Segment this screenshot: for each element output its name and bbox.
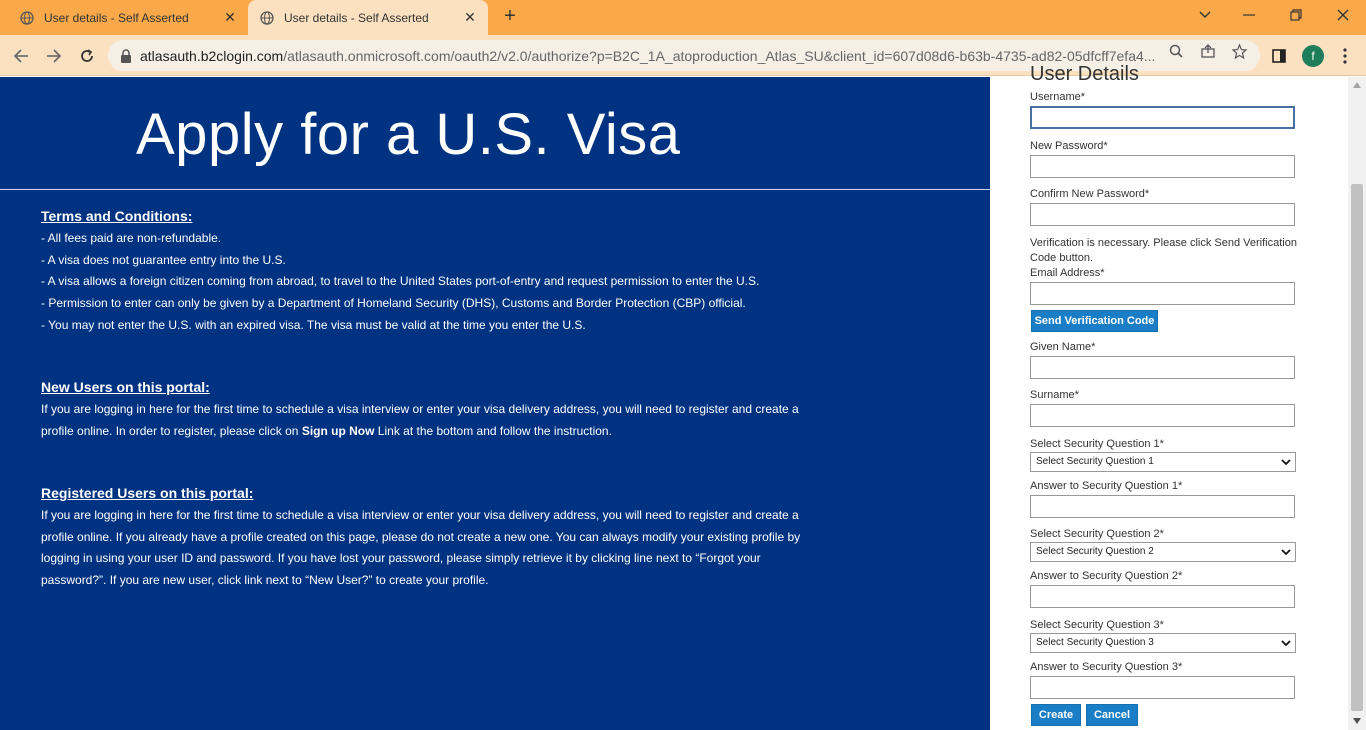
security-question-3-value: Select Security Question 3 [1036, 637, 1154, 648]
close-tab-icon[interactable]: ✕ [464, 9, 476, 25]
bookmark-star-icon[interactable] [1229, 41, 1249, 61]
security-question-3-label: Select Security Question 3* [1030, 619, 1164, 631]
sign-up-now-text: Sign up Now [301, 423, 375, 438]
restore-icon[interactable] [1273, 0, 1319, 30]
terms-line: - You may not enter the U.S. with an expired visa. The visa must be valid at the time you enter the U.S. [41, 317, 586, 332]
send-verification-code-button[interactable]: Send Verification Code [1031, 310, 1158, 332]
globe-icon [260, 11, 274, 25]
given-name-input[interactable] [1030, 356, 1295, 379]
username-input[interactable] [1030, 106, 1295, 129]
terms-line: - All fees paid are non-refundable. [41, 231, 222, 245]
tab-title: User details - Self Asserted [44, 10, 189, 25]
email-label: Email Address* [1030, 267, 1105, 279]
profile-avatar[interactable]: f [1302, 45, 1324, 67]
email-input[interactable] [1030, 282, 1295, 305]
tab-title: User details - Self Asserted [284, 10, 429, 25]
kebab-menu-icon[interactable] [1334, 45, 1356, 67]
url-text[interactable] [140, 48, 1260, 64]
registered-users-text: If you are logging in here for the first time to schedule a visa interview or enter your visa delivery address, you will need to register and create a profile online. If you already have a profile created on this page, please do not create a new one. You can always modify your existing profile by logging in using your user ID and password. If you have lost your password, please simply retrieve it by clicking line next to “Forgot your password?”. If you are new user, click link next to “New User?” to create your profile. [41, 508, 801, 588]
answer-3-label: Answer to Security Question 3* [1030, 661, 1183, 673]
terms-section [41, 208, 811, 337]
scroll-up-arrow-icon[interactable] [1352, 81, 1362, 89]
url-host: atlasauth.b2clogin.com [140, 47, 284, 64]
terms-heading: Terms and Conditions: [41, 208, 193, 224]
browser-tab-1[interactable] [8, 0, 248, 35]
registered-users-heading: Registered Users on this portal: [41, 485, 254, 501]
answer-2-input[interactable] [1030, 585, 1295, 608]
username-label: Username* [1030, 91, 1086, 103]
forward-arrow-icon[interactable] [41, 43, 67, 69]
chevron-down-icon [1280, 546, 1292, 558]
new-users-heading: New Users on this portal: [41, 379, 210, 395]
signup-form [990, 63, 1348, 730]
answer-2-label: Answer to Security Question 2* [1030, 570, 1183, 582]
lock-icon[interactable] [120, 49, 132, 63]
form-heading: User Details [1030, 63, 1139, 85]
security-question-3-select[interactable] [1030, 633, 1296, 653]
answer-1-label: Answer to Security Question 1* [1030, 480, 1183, 492]
surname-input[interactable] [1030, 404, 1295, 427]
browser-toolbar [0, 35, 1366, 76]
divider [0, 189, 990, 190]
new-password-label: New Password* [1030, 140, 1108, 152]
browser-tab-2[interactable] [248, 0, 488, 35]
verification-note: Verification is necessary. Please click Send Verification Code button. [1030, 237, 1297, 264]
page-title: Apply for a U.S. Visa [136, 102, 681, 167]
zoom-search-icon[interactable] [1166, 41, 1186, 61]
close-window-icon[interactable] [1320, 0, 1366, 30]
terms-line: - A visa allows a foreign citizen coming from abroad, to travel to the United States port-of-entry and request permission to enter the U.S. [41, 274, 760, 289]
security-question-2-select[interactable] [1030, 542, 1296, 562]
browser-tab-bar [0, 0, 1366, 35]
given-name-label: Given Name* [1030, 341, 1096, 353]
terms-line: - Permission to enter can only be given by a Department of Homeland Security (DHS), Customs and Border Protection (CBP) official. [41, 296, 746, 311]
security-question-2-label: Select Security Question 2* [1030, 528, 1164, 540]
security-question-1-label: Select Security Question 1* [1030, 438, 1164, 450]
tab-search-chevron-icon[interactable] [1182, 0, 1228, 30]
confirm-password-input[interactable] [1030, 203, 1295, 226]
terms-line: - A visa does not guarantee entry into the U.S. [41, 252, 286, 267]
new-tab-icon[interactable]: + [504, 5, 516, 27]
side-panel-icon[interactable] [1268, 45, 1290, 67]
page-scrollbar[interactable] [1348, 77, 1366, 730]
create-button[interactable]: Create [1031, 704, 1081, 726]
minimize-icon[interactable] [1226, 0, 1272, 30]
scroll-thumb[interactable] [1351, 184, 1363, 711]
chevron-down-icon [1280, 456, 1292, 468]
url-path: /atlasauth.onmicrosoft.com/oauth2/v2.0/authorize?p=B2C_1A_atoproduction_Atlas_SU&client_id=607d08d6-b63b-4735-ad82-05dfcff7efa4... [283, 47, 1156, 64]
new-password-input[interactable] [1030, 155, 1295, 178]
globe-icon [20, 11, 34, 25]
security-question-2-value: Select Security Question 2 [1036, 546, 1154, 557]
info-panel [0, 77, 990, 730]
surname-label: Surname* [1030, 389, 1079, 401]
scroll-down-arrow-icon[interactable] [1352, 717, 1362, 725]
close-tab-icon[interactable]: ✕ [224, 9, 236, 25]
answer-3-input[interactable] [1030, 676, 1295, 699]
security-question-1-value: Select Security Question 1 [1036, 456, 1154, 467]
answer-1-input[interactable] [1030, 495, 1295, 518]
chevron-down-icon [1280, 637, 1292, 649]
reload-icon[interactable] [74, 43, 100, 69]
share-icon[interactable] [1198, 41, 1218, 61]
back-arrow-icon[interactable] [8, 43, 34, 69]
registered-users-section [41, 485, 811, 592]
new-users-section [41, 379, 811, 442]
confirm-password-label: Confirm New Password* [1030, 188, 1150, 200]
security-question-1-select[interactable] [1030, 452, 1296, 472]
cancel-button[interactable]: Cancel [1086, 704, 1138, 726]
new-users-text: If you are logging in here for the first time to schedule a visa interview or enter your visa delivery address, you will need to register and create a profile online. In order to register, please click on Sign up Now Link at the bottom and follow the instruction. [41, 402, 799, 438]
